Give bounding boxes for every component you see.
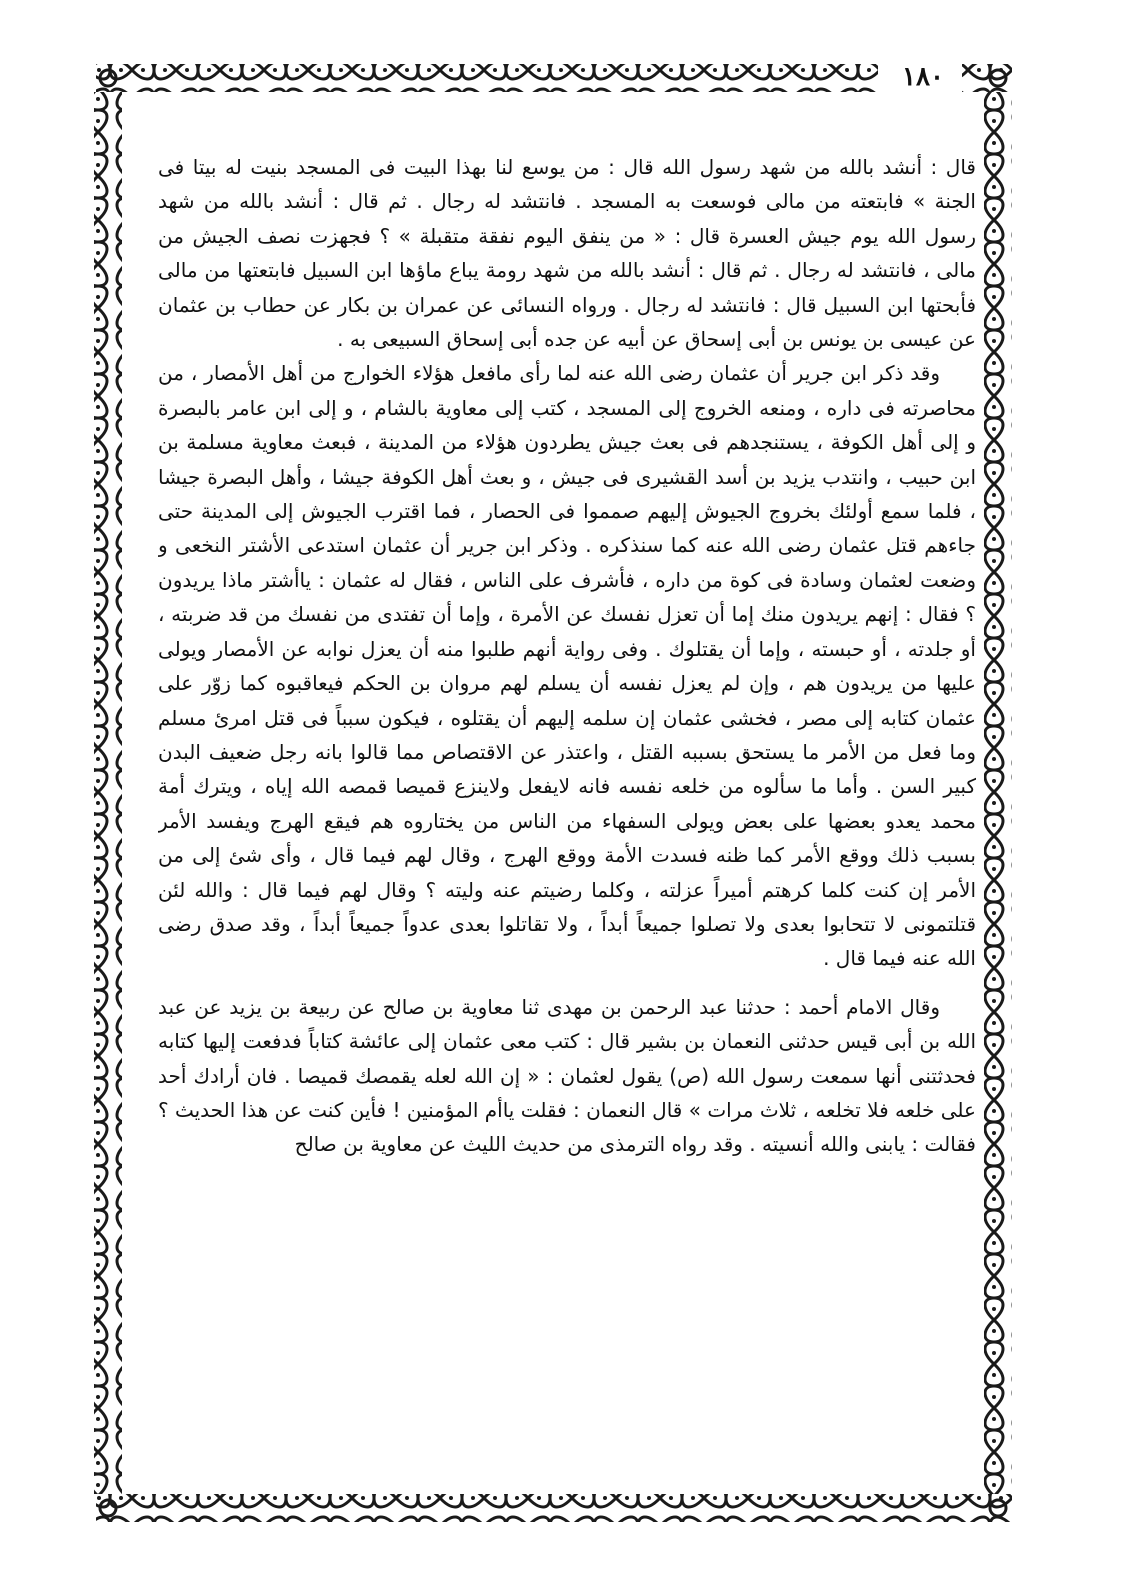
paragraph-3: وقال الامام أحمد : حدثنا عبد الرحمن بن مهدى ثنا معاوية بن صالح عن ربيعة بن يزيد عن عبد الله بن أبى قيس حدثنى النعمان بن بشير قال : كتب معى عثمان إلى عائشة كتاباً فدفعت إليها كتابه فحدثتنى أنها سمعت رسول الله (ص) يقول لعثمان : « إن الله لعله يقمصك قميصا . فان أرادك أحد على خلعه فلا تخلعه ، ثلاث مرات » قال النعمان : فقلت ياأم المؤمنين ! فأين كنت عن هذا الحديث ؟ فقالت : يابنى والله أنسيته . وقد رواه الترمذى من حديث الليث عن معاوية بن صالح <box>158 994 976 1157</box>
paragraph-2: وقد ذكر ابن جرير أن عثمان رضى الله عنه لما رأى مافعل هؤلاء الخوارج من أهل الأمصار ، من محاصرته فى داره ، ومنعه الخروج إلى المسجد ، كتب إلى معاوية بالشام ، و إلى ابن عامر بالبصرة و إلى أهل الكوفة ، يستنجدهم فى بعث جيش يطردون هؤلاء من المدينة ، فبعث معاوية مسلمة بن ابن حبيب ، وانتدب يزيد بن أسد القشيرى فى جيش ، و بعث أهل الكوفة جيشا ، وأهل البصرة جيشا ، فلما سمع أولئك بخروج الجيوش إليهم صمموا فى الحصار ، فما اقترب الجيوش إلى المدينة حتى جاءهم قتل عثمان رضى الله عنه كما سنذكره . وذكر ابن جرير أن عثمان استدعى الأشتر النخعى و وضعت لعثمان وسادة فى كوة من داره ، فأشرف على الناس ، فقال له عثمان : ياأشتر ماذا يريدون ؟ فقال : إنهم يريدون منك إما أن تعزل نفسك عن الأمرة ، وإما أن تفتدى من نفسك من قد ضربته ، أو جلدته ، أو حبسته ، وإما أن يقتلوك . وفى رواية أنهم طلبوا منه أن يعزل نوابه عن الأمصار ويولى عليها من يريدون هم ، وإن لم يعزل نفسه أن يسلم لهم مروان بن الحكم فيعاقبوه كما زوّر على عثمان كتابه إلى مصر ، فخشى عثمان إن سلمه إليهم أن يقتلوه ، فيكون سبباً فى قتل امرئ مسلم وما فعل من الأمر ما يستحق بسببه القتل ، واعتذر عن الاقتصاص مما قالوا بانه رجل ضعيف البدن كبير السن . وأما ما سألوه من خلعه نفسه فانه لايفعل ولاينزع قميصا قمصه الله إياه ، ويترك أمة محمد يعدو بعضها على بعض ويولى السفهاء من الناس من يختاروه هم فيقع الهرج ويفسد الأمر بسبب ذلك ووقع الأمر كما ظنه فسدت الأمة ووقع الهرج ، وقال لهم فيما قال ، وأى شئ إلى من الأمر إن كنت كلما كرهتم أميراً عزلته ، وكلما رضيتم عنه وليته ؟ وقال لهم فيما قال : والله لئن قتلتمونى لا تتحابوا بعدى ولا تصلوا جميعاً أبداً ، ولا تقاتلوا بعدى عدواً جميعاً أبداً ، وقد صدق رضى الله عنه فيما قال . <box>158 361 976 971</box>
border-right <box>984 92 1012 1494</box>
border-left <box>94 92 122 1494</box>
page-number: ١٨٠ <box>902 62 944 92</box>
main-text <box>158 150 976 1490</box>
paragraph-1: قال : أنشد بالله من شهد رسول الله قال : من يوسع لنا بهذا البيت فى المسجد بنيت له بيتا فى الجنة » فابتعته من مالى فوسعت به المسجد . فانتشد له رجال . ثم قال : أنشد بالله من شهد رسول الله يوم جيش العسرة قال : « من ينفق اليوم نفقة متقبلة » ؟ فجهزت نصف الجيش من مالى ، فانتشد له رجال . ثم قال : أنشد بالله من شهد رومة يباع ماؤها ابن السبيل فابتعتها من مالى فأبحتها ابن السبيل قال : فانتشد له رجال . ورواه النسائى عن عمران بن بكار عن حطاب بن عثمان عن عيسى بن يونس بن أبى إسحاق عن أبيه عن جده أبى إسحاق السبيعى به . <box>158 155 976 352</box>
border-bottom <box>96 1494 1012 1522</box>
border-top-left <box>96 64 878 92</box>
border-top-right <box>962 64 1012 92</box>
